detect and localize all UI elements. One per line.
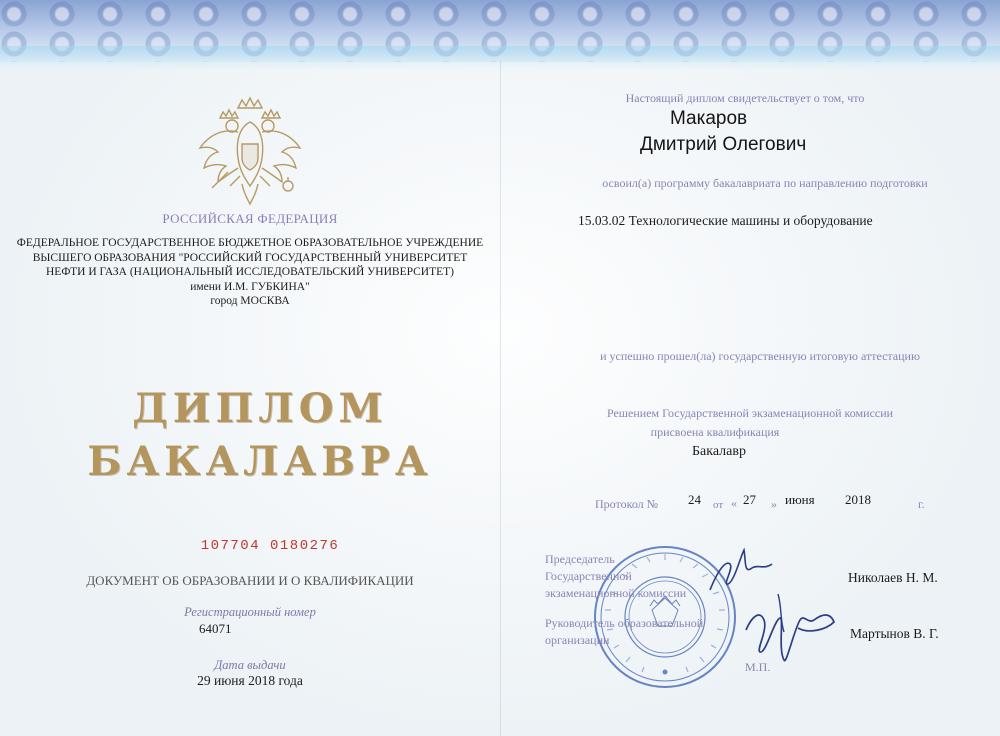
coat-of-arms-icon xyxy=(192,92,308,210)
chair-title-line: Государственной xyxy=(545,569,632,583)
certify-text: Настоящий диплом свидетельствует о том, что xyxy=(625,91,865,105)
document-type: ДОКУМЕНТ ОБ ОБРАЗОВАНИИ И О КВАЛИФИКАЦИИ xyxy=(86,573,414,588)
commission-decision-text: Решением Государственной экзаменационной комиссии xyxy=(606,406,894,420)
issue-date: 29 июня 2018 года xyxy=(197,673,303,688)
quote-close: » xyxy=(771,497,777,511)
attestation-text: и успешно прошел(ла) государственную итоговую аттестацию xyxy=(600,349,920,363)
qualification: Бакалавр xyxy=(692,444,746,459)
university-line: ВЫСШЕГО ОБРАЗОВАНИЯ "РОССИЙСКИЙ ГОСУДАРСТВЕННЫЙ УНИВЕРСИТЕТ xyxy=(32,251,468,264)
university-city: город МОСКВА xyxy=(210,295,290,307)
university-line: ФЕДЕРАЛЬНОЕ ГОСУДАРСТВЕННОЕ БЮДЖЕТНОЕ ОБРАЗОВАТЕЛЬНОЕ УЧРЕЖДЕНИЕ xyxy=(16,237,484,249)
registration-number: 64071 xyxy=(199,621,232,636)
graduate-surname: Макаров xyxy=(670,108,748,129)
chair-title-line: Председатель xyxy=(545,552,615,566)
protocol-label: Протокол № xyxy=(595,497,659,511)
university-line: имени И.М. ГУБКИНА" xyxy=(190,280,310,293)
head-title-line: Руководитель образовательной xyxy=(545,616,704,630)
page-fold xyxy=(500,60,501,736)
issue-date-label: Дата выдачи xyxy=(214,658,286,672)
protocol-number: 24 xyxy=(688,492,701,507)
head-title-line: организации xyxy=(545,633,610,647)
chair-name: Николаев Н. М. xyxy=(848,570,938,585)
country-name: РОССИЙСКАЯ ФЕДЕРАЦИЯ xyxy=(162,211,338,226)
registration-label: Регистрационный номер xyxy=(184,605,316,619)
quote-open: « xyxy=(731,496,737,510)
protocol-month: июня xyxy=(785,492,815,507)
protocol-year: 2018 xyxy=(845,492,871,507)
program-name: 15.03.02 Технологические машины и оборудование xyxy=(578,213,873,228)
year-suffix: г. xyxy=(918,497,925,511)
university-name xyxy=(5,236,495,309)
serial-number: 107704 0180276 xyxy=(200,538,340,554)
graduate-given-names: Дмитрий Олегович xyxy=(640,134,807,155)
head-name: Мартынов В. Г. xyxy=(850,626,939,641)
protocol-from-label: от xyxy=(713,499,724,511)
chair-title-line: экзаменационной комиссии xyxy=(545,586,687,600)
diploma-title-line2: БАКАЛАВРА xyxy=(87,438,433,485)
stamp-place-label: М.П. xyxy=(745,660,771,674)
diploma-title-line1: ДИПЛОМ xyxy=(132,385,388,432)
protocol-day: 27 xyxy=(743,492,756,507)
qualification-awarded-text: присвоена квалификация xyxy=(650,425,780,439)
university-line: НЕФТИ И ГАЗА (НАЦИОНАЛЬНЫЙ ИССЛЕДОВАТЕЛЬСКИЙ УНИВЕРСИТЕТ) xyxy=(45,266,455,278)
program-intro-text: освоил(а) программу бакалавриата по направлению подготовки xyxy=(602,176,928,190)
